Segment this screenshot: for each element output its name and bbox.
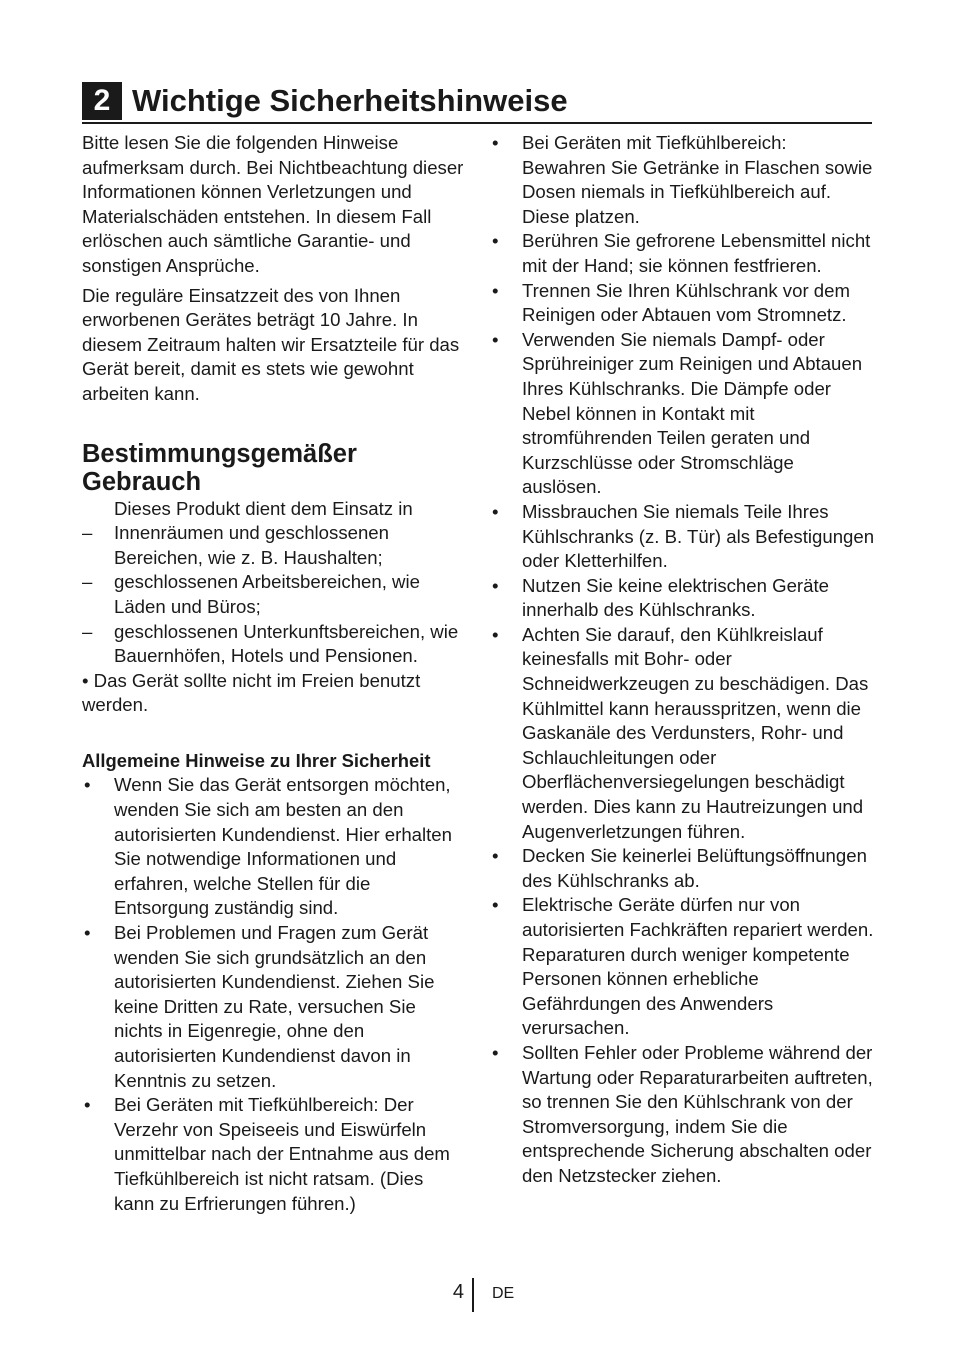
safety-list-left [82, 773, 464, 1216]
list-item: • Elektrische Geräte dürfen nur von autorisierten Fachkräften repariert werden. Reparaturen durch weniger kompetente Personen können erhebliche Gefährdungen des Anwenders verursachen. [490, 893, 875, 1041]
list-item: – geschlossenen Arbeitsbereichen, wie Läden und Büros; [82, 570, 464, 619]
list-item: • Verwenden Sie niemals Dampf- oder Sprühreiniger zum Reinigen und Abtauen Ihres Kühlschranks. Die Dämpfe oder Nebel können in Kontakt mit stromführenden Teilen geraten und Kurzschlüsse oder Stromschläge auslösen. [490, 328, 875, 500]
list-item: • Wenn Sie das Gerät entsorgen möchten, wenden Sie sich am besten an den autorisierten Kundendienst. Hier erhalten Sie notwendige Informationen und erfahren, welche Stellen für die Entsorgung zuständig sind. [82, 773, 464, 921]
list-item: • Bei Geräten mit Tiefkühlbereich: Bewahren Sie Getränke in Flaschen sowie Dosen niemals in Tiefkühlbereich auf. Diese platzen. [490, 131, 875, 229]
outdoor-note: • Das Gerät sollte nicht im Freien benutzt werden. [82, 669, 421, 716]
chapter-number: 2 [82, 82, 122, 120]
page-number: 4 [452, 1281, 464, 1303]
list-item: • Nutzen Sie keine elektrischen Geräte innerhalb des Kühlschranks. [490, 574, 875, 623]
list-item: – Innenräumen und geschlossenen Bereichen, wie z. B. Haushalten; [82, 521, 464, 570]
intro-paragraph-1: Bitte lesen Sie die folgenden Hinweise aufmerksam durch. Bei Nichtbeachtung dieser Informationen können Verletzungen und Materialschäden entstehen. In diesem Fall erlöschen auch sämtliche Garantie- und sonstigen Ansprüche. [82, 132, 464, 276]
list-item: • Berühren Sie gefrorene Lebensmittel nicht mit der Hand; sie können festfrieren. [490, 229, 875, 278]
safety-list-right [490, 131, 875, 1189]
list-item: • Decken Sie keinerlei Belüftungsöffnungen des Kühlschranks ab. [490, 844, 875, 893]
chapter-title: Wichtige Sicherheitshinweise [132, 83, 568, 118]
intended-use-lead: Dieses Produkt dient dem Einsatz in [114, 497, 413, 519]
list-item: • Missbrauchen Sie niemals Teile Ihres Kühlschranks (z. B. Tür) als Befestigungen oder Kletterhilfen. [490, 500, 875, 574]
intended-use-list [82, 521, 464, 669]
chapter-header [82, 80, 872, 124]
intro-paragraph-2: Die reguläre Einsatzzeit des von Ihnen erworbenen Gerätes beträgt 10 Jahre. In diesem Zeitraum halten wir Ersatzteile für das Gerät bereit, damit es stets wie gewohnt arbeiten kann. [82, 284, 460, 404]
footer-divider [472, 1278, 474, 1312]
left-column [82, 131, 464, 1216]
list-item: • Bei Geräten mit Tiefkühlbereich: Der Verzehr von Speiseeis und Eiswürfeln unmittelbar nach der Entnahme aus dem Tiefkühlbereich ist nicht ratsam. (Dies kann zu Erfrierungen führen.) [82, 1093, 464, 1216]
list-item: • Sollten Fehler oder Probleme während der Wartung oder Reparaturarbeiten auftreten, so trennen Sie den Kühlschrank von der Stromversorgung, indem Sie die entsprechende Sicherung abschalten oder den Netzstecker ziehen. [490, 1041, 875, 1189]
list-item: • Achten Sie darauf, den Kühlkreislauf keinesfalls mit Bohr- oder Schneidwerkzeugen zu beschädigen. Das Kühlmittel kann herausspritzen, wenn die Gaskanäle des Verdunsters, Rohr- und Schlauchleitungen oder Oberflächenversiegelungen beschädigt werden. Dies kann zu Hautreizungen und Augenverletzungen führen. [490, 623, 875, 844]
language-code: DE [492, 1285, 515, 1302]
general-safety-heading: Allgemeine Hinweise zu Ihrer Sicherheit [82, 749, 431, 771]
list-item: • Trennen Sie Ihren Kühlschrank vor dem Reinigen oder Abtauen vom Stromnetz. [490, 279, 875, 328]
list-item: • Bei Problemen und Fragen zum Gerät wenden Sie sich grundsätzlich an den autorisierten Kundendienst. Ziehen Sie keine Dritten zu Rate, versuchen Sie nichts in Eigenregie, ohne den autorisierten Kundendienst davon in Kenntnis zu setzen. [82, 921, 464, 1093]
right-column [490, 131, 875, 1189]
list-item: – geschlossenen Unterkunftsbereichen, wie Bauernhöfen, Hotels und Pensionen. [82, 620, 464, 669]
intended-use-heading: Bestimmungsgemäßer Gebrauch [82, 439, 357, 496]
